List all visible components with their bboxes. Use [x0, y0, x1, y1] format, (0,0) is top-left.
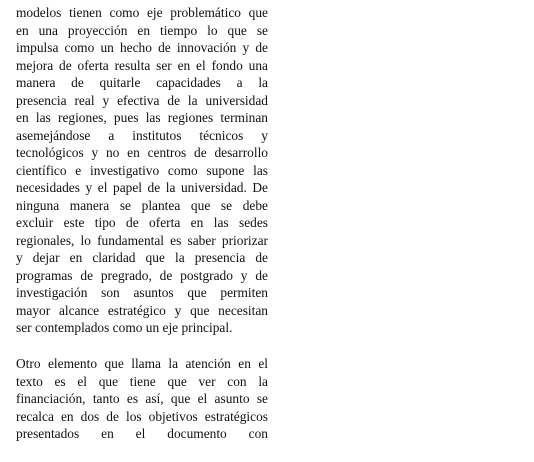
text-line: asemejándose a institutos técnicos y — [16, 127, 268, 143]
text-line: modelos tienen como eje problemático que — [16, 5, 268, 20]
text-line: Otro elemento que llama la atención en el — [16, 356, 268, 371]
text-line: necesidades y el papel de la universidad. De — [16, 180, 268, 195]
text-line: recalca en dos de los objetivos estratégicos — [16, 408, 268, 424]
text-line: programas de pregrado, de postgrado y de — [16, 267, 268, 283]
text-line: presencia real y efectiva de la universidad — [16, 92, 268, 108]
text-line: financiación, tanto es así, que el asunto se — [16, 391, 268, 406]
text-line: científico e investigativo como supone las — [16, 162, 268, 178]
text-line: tecnológicos y no en centros de desarrollo — [16, 145, 268, 160]
text-line: ninguna manera se plantea que se debe — [16, 197, 268, 213]
text-column — [16, 4, 268, 443]
text-line: investigación son asuntos que permiten — [16, 285, 268, 300]
text-line: regionales, lo fundamental es saber priorizar — [16, 232, 268, 248]
text-line: ser contemplados como un eje principal. — [16, 320, 233, 335]
paragraph-gap — [16, 337, 268, 356]
text-line: en una proyección en tiempo lo que se — [16, 22, 268, 38]
text-line: presentados en el documento con — [16, 426, 268, 441]
text-line: impulsa como un hecho de innovación y de — [16, 40, 268, 55]
text-line: y dejar en claridad que la presencia de — [16, 250, 268, 265]
text-line: mayor alcance estratégico y que necesitan — [16, 302, 268, 318]
paragraph-2 — [16, 355, 268, 443]
text-line: mejora de oferta resulta ser en el fondo una — [16, 57, 268, 73]
text-line: excluir este tipo de oferta en las sedes — [16, 215, 268, 230]
text-line: en las regiones, pues las regiones terminan — [16, 110, 268, 125]
paragraph-1 — [16, 4, 268, 337]
text-line: texto es el que tiene que ver con la — [16, 373, 268, 389]
text-line: manera de quitarle capacidades a la — [16, 75, 268, 90]
